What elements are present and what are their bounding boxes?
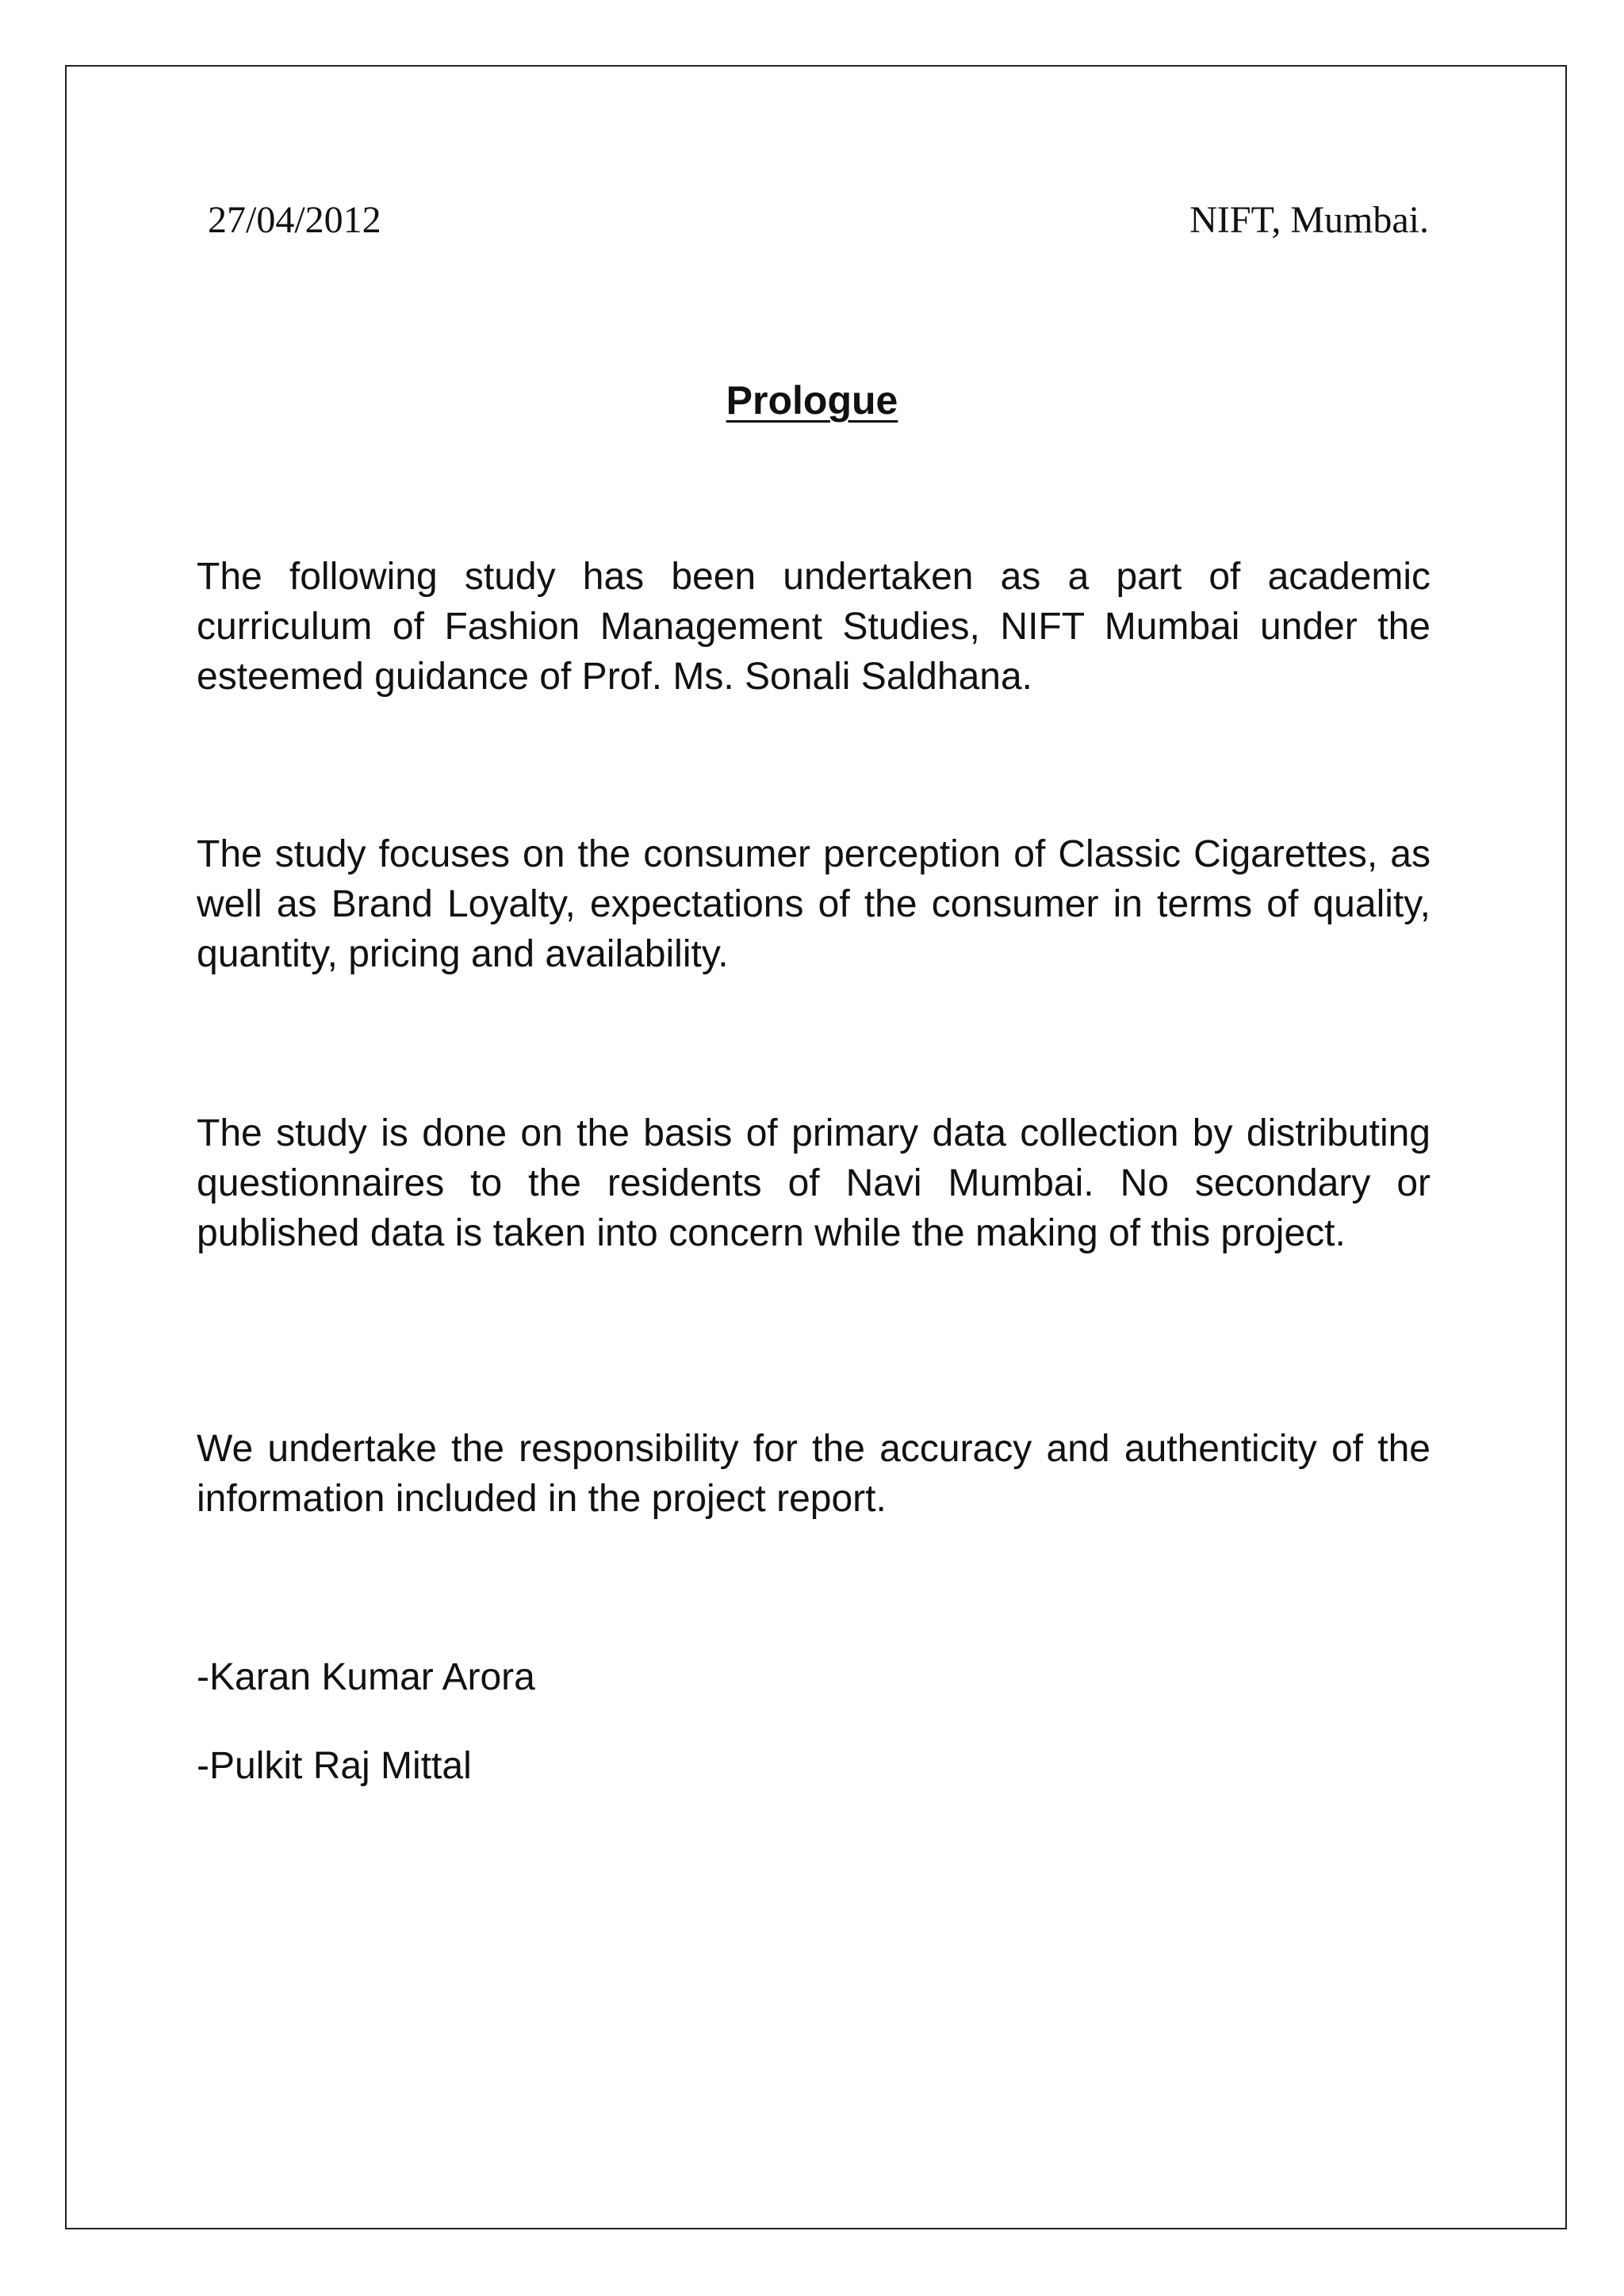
page-title: Prologue bbox=[726, 378, 898, 423]
paragraph-methodology: The study is done on the basis of primary data collection by distributing questionnaires to the residents of Navi Mumbai. No secondary or published data is taken into concern while the making of this project. bbox=[197, 1112, 1431, 1254]
document-date: 27/04/2012 bbox=[208, 199, 381, 241]
signatory-name: -Pulkit Raj Mittal bbox=[197, 1745, 472, 1787]
signatory-name: -Karan Kumar Arora bbox=[197, 1656, 535, 1698]
paragraph-study-focus: The study focuses on the consumer perception of Classic Cigarettes, as well as Brand Loyalty, expectations of the consumer in terms of quality, quantity, pricing and availability. bbox=[197, 833, 1431, 975]
paragraph-responsibility: We undertake the responsibility for the accuracy and authenticity of the information included in the project report. bbox=[197, 1428, 1431, 1520]
document-place: NIFT, Mumbai. bbox=[1189, 199, 1429, 241]
paragraph-study-context: The following study has been undertaken as a part of academic curriculum of Fashion Management Studies, NIFT Mumbai under the esteemed guidance of Prof. Ms. Sonali Saldhana. bbox=[197, 556, 1431, 698]
